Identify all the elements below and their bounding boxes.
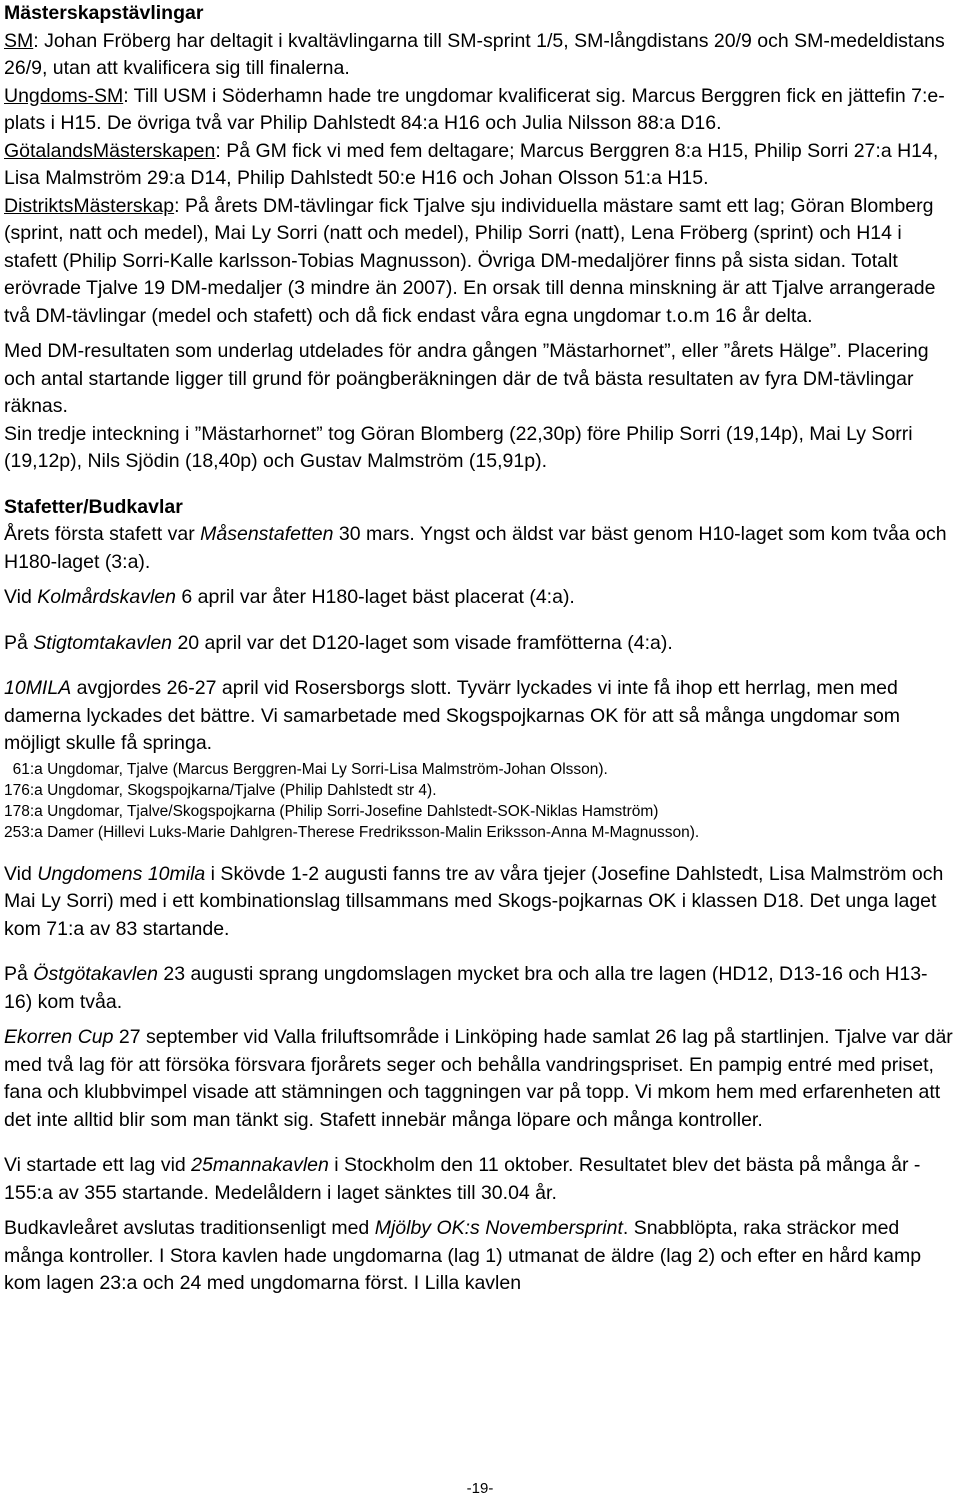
document-page xyxy=(4,0,954,1298)
paragraph-ungdomens-10mila xyxy=(4,861,954,944)
ung10-pre: Vid xyxy=(4,862,38,885)
paragraph-sm xyxy=(4,28,954,83)
paragraph-stigtomta xyxy=(4,630,954,658)
mann25-pre: Vi startade ett lag vid xyxy=(4,1154,192,1176)
section-heading-relays: Stafetter/Budkavlar xyxy=(4,495,183,518)
kolm-event: Kolmårdskavlen xyxy=(37,586,176,608)
ekorren-event: Ekorren Cup xyxy=(4,1026,114,1048)
usm-label: Ungdoms-SM xyxy=(4,84,124,107)
budkavle-post: . Snabblöpta, raka sträckor med många kontroller. I Stora kavlen hade ungdomarna (lag 1) utmanat de äldre (lag 2) och efter en hård kamp kom lagen 23:a och 24 med ungdomarna först. I Lilla kavlen xyxy=(4,1217,922,1294)
team-result-item: 253:a Damer (Hillevi Luks-Marie Dahlgren-Therese Fredriksson-Malin Eriksson-Anna M-Magnusson). xyxy=(4,823,700,841)
ekorren-post: 27 september vid Valla friluftsområde i Linköping hade samlat 26 lag på startlinjen. Tjalve var där med två lag för att försöka försvara fjorårets seger och behålla vandringspriset. En pampig entré med priset, fana och klubbvimpel visade att stämningen och taggningen var på topp. Vi mkom hem med erfarenheten att det inte alltid blir som man tänkt sig. Stafett innebär många löpare och många kontroller. xyxy=(4,1026,953,1131)
sm-text: : Johan Fröberg har deltagit i kvaltävlingarna till SM-sprint 1/5, SM-långdistans 20/9 och SM-medeldistans 26/9, utan att kvalificera sig till finalerna. xyxy=(4,29,945,79)
masen-post: 30 mars. Yngst och äldst var bäst genom H10-laget som kom tvåa och H180-laget (3:a). xyxy=(4,523,947,573)
team-result-item: 176:a Ungdomar, Skogspojkarna/Tjalve (Philip Dahlstedt str 4). xyxy=(4,781,437,799)
kolm-post: 6 april var åter H180-laget bäst placerat (4:a). xyxy=(175,586,575,608)
masen-pre: Årets första stafett var xyxy=(4,523,201,545)
paragraph-gm xyxy=(4,138,954,193)
paragraph-horn-1: Med DM-resultaten som underlag utdelades för andra gången ”Mästarhornet”, eller ”årets Hälge”. Placering och antal startande ligger till grund för poängberäkningen där de två bästa resultaten av fyra DM-tävlingar räknas. xyxy=(4,340,929,417)
ostg-pre: På xyxy=(4,963,34,985)
team-result-item: 61:a Ungdomar, Tjalve (Marcus Berggren-Mai Ly Sorri-Lisa Malmström-Johan Olsson). xyxy=(4,760,608,778)
paragraph-budkavle xyxy=(4,1215,954,1298)
section-heading-championships: Mästerskapstävlingar xyxy=(4,2,204,24)
mann25-post: i Stockholm den 11 oktober. Resultatet blev det bästa på många år - 155:a av 355 startande. Medelåldern i laget sänktes till 30.04 år. xyxy=(4,1154,921,1204)
team-results-list xyxy=(4,759,954,843)
mann25-event: 25mannakavlen xyxy=(191,1154,329,1176)
masen-event: Måsenstafetten xyxy=(200,523,334,545)
team-result-item: 178:a Ungdomar, Tjalve/Skogspojkarna (Philip Sorri-Josefine Dahlstedt-SOK-Niklas Hamström) xyxy=(4,802,659,820)
paragraph-10mila xyxy=(4,675,954,758)
dm-label: DistriktsMästerskap xyxy=(4,194,175,217)
sm-label: SM xyxy=(4,29,34,52)
usm-text: : Till USM i Söderhamn hade tre ungdomar kvalificerat sig. Marcus Berggren fick en jättefin 7:e-plats i H15. De övriga två var Philip Dahlstedt 84:a H16 och Julia Nilsson 88:a D16. xyxy=(4,84,945,134)
kolm-pre: Vid xyxy=(4,586,38,608)
paragraph-dm xyxy=(4,193,954,331)
paragraph-ekorren-cup xyxy=(4,1024,954,1134)
paragraph-kolmard xyxy=(4,584,954,612)
paragraph-horn-2: Sin tredje inteckning i ”Mästarhornet” tog Göran Blomberg (22,30p) före Philip Sorri (19,14p), Mai Ly Sorri (19,12p), Nils Sjödin (18,40p) och Gustav Malmström (15,91p). xyxy=(4,422,913,472)
gm-label: GötalandsMästerskapen xyxy=(4,139,216,162)
tiomila-event: 10MILA xyxy=(4,677,72,699)
paragraph-25manna xyxy=(4,1152,954,1207)
paragraph-ostgotakavlen xyxy=(4,961,954,1016)
tiomila-post: avgjordes 26-27 april vid Rosersborgs slott. Tyvärr lyckades vi inte få ihop ett herrlag, men med damerna lyckades det bättre. Vi samarbetade med Skogspojkarnas OK för att så många ungdomar som möjligt skulle få springa. xyxy=(4,677,901,754)
budkavle-pre: Budkavleåret avslutas traditionsenligt med xyxy=(4,1217,375,1239)
budkavle-event: Mjölby OK:s Novembersprint xyxy=(374,1217,623,1239)
ostg-post: 23 augusti sprang ungdomslagen mycket bra och alla tre lagen (HD12, D13-16 och H13-16) kom tvåa. xyxy=(4,963,928,1013)
ostg-event: Östgötakavlen xyxy=(33,963,158,985)
stig-pre: På xyxy=(4,631,34,654)
paragraph-masen xyxy=(4,521,954,576)
stig-post: 20 april var det D120-laget som visade framfötterna (4:a). xyxy=(172,631,673,654)
ung10-post: i Skövde 1-2 augusti fanns tre av våra tjejer (Josefine Dahlstedt, Lisa Malmström och Mai Ly Sorri) med i ett kombinationslag tillsammans med Skogs-pojkarnas OK i klassen D18. Det unga laget kom 71:a av 83 startande. xyxy=(4,862,944,940)
stig-event: Stigtomtakavlen xyxy=(33,631,173,654)
ung10-event: Ungdomens 10mila xyxy=(37,862,206,885)
paragraph-usm xyxy=(4,83,954,138)
page-number: -19- xyxy=(466,1480,494,1497)
dm-text: : På årets DM-tävlingar fick Tjalve sju individuella mästare samt ett lag; Göran Blomberg (sprint, natt och medel), Mai Ly Sorri (natt och medel), Philip Sorri (natt), Lena Fröberg (sprint) och H14 i stafett (Philip Sorri-Kalle karlsson-Tobias Magnusson). Övriga DM-medaljörer finns på sista sidan. Totalt erövrade Tjalve 19 DM-medaljer (3 mindre än 2007). En orsak till denna minskning är att Tjalve arrangerade två DM-tävlingar (medel och stafett) och då fick endast våra egna ungdomar t.o.m 16 år delta. xyxy=(4,194,936,327)
gm-text: : På GM fick vi med fem deltagare; Marcus Berggren 8:a H15, Philip Sorri 27:a H14, Lisa Malmström 29:a D14, Philip Dahlstedt 50:e H16 och Johan Olsson 51:a H15. xyxy=(4,139,939,189)
